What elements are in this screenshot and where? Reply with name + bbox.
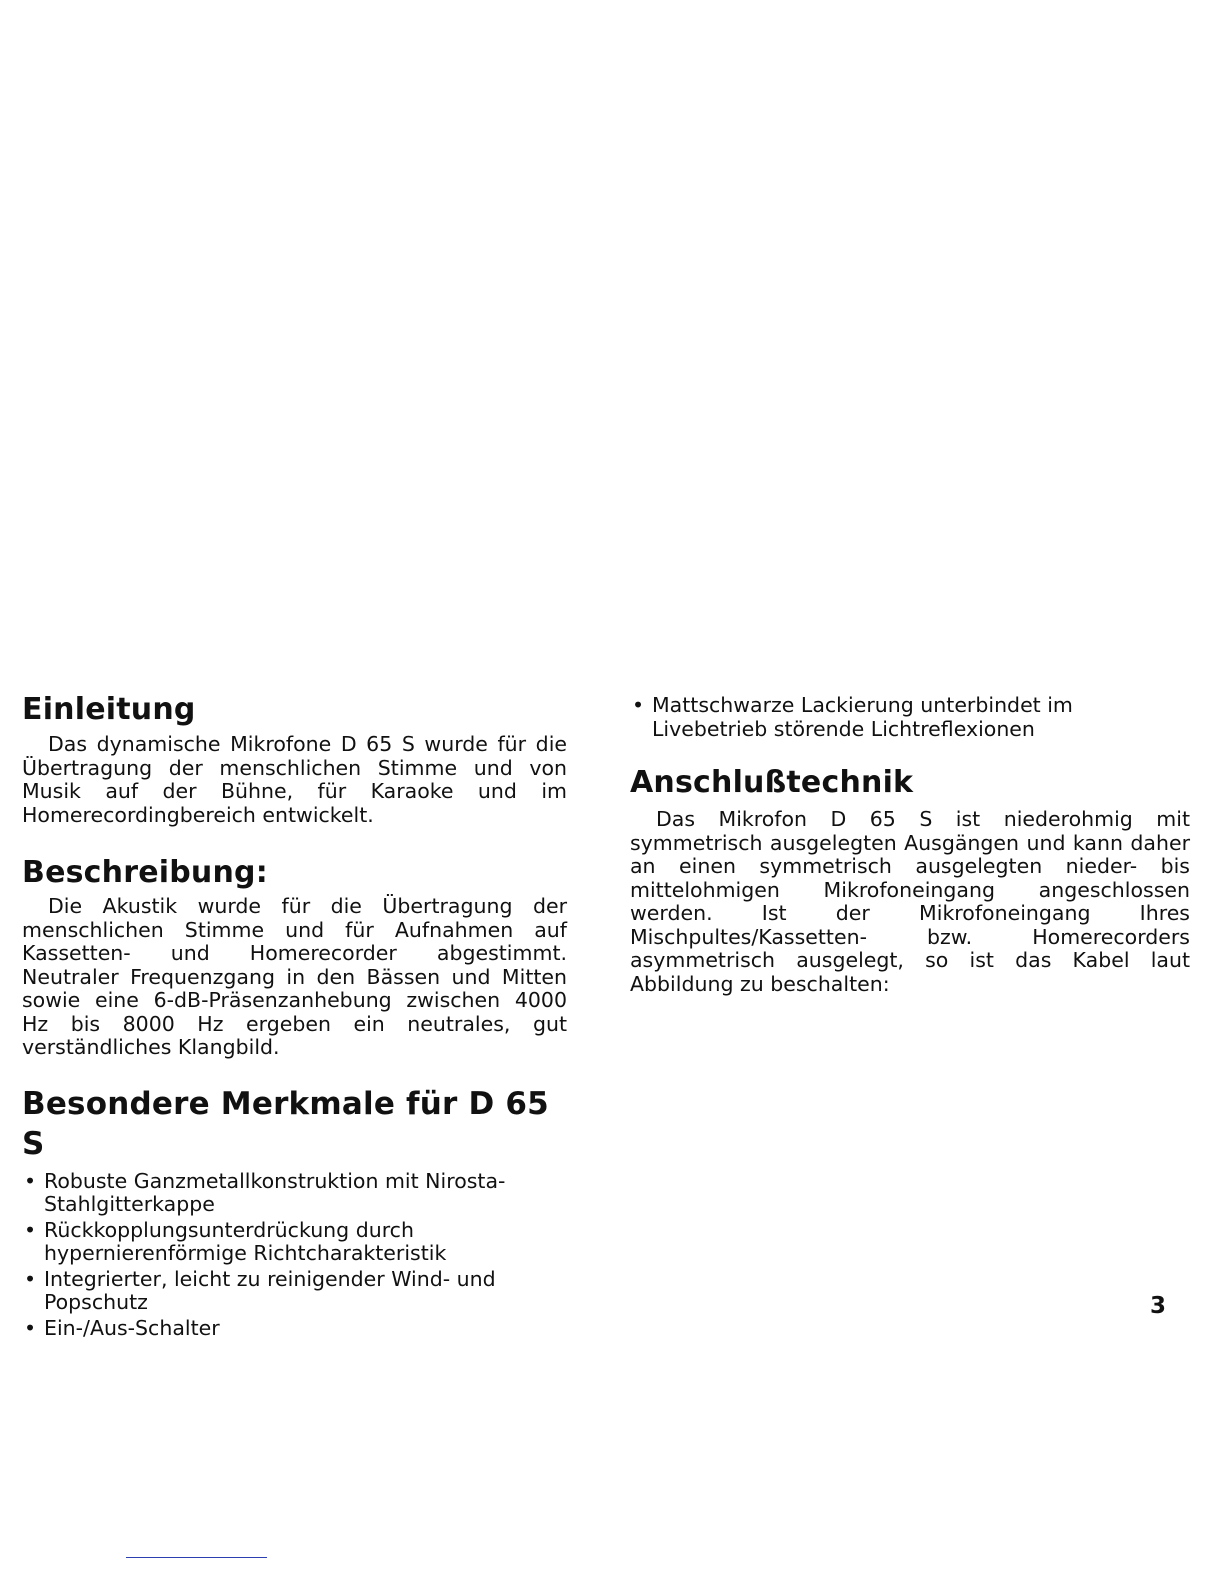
paragraph-einleitung: Das dynamische Mikrofone D 65 S wurde für die Übertragung der menschlichen Stimme und von Musik auf der Bühne, für Karaoke und im Homerecordingbereich entwickelt.	[22, 732, 567, 827]
bullet-icon: •	[24, 1168, 37, 1193]
paragraph-beschreibung: Die Akustik wurde für die Übertragung der menschlichen Stimme und für Aufnahmen auf Kassetten- und Homerecorder abgestimmt. Neutraler Frequenzgang in den Bässen und Mitten sowie eine 6-dB-Präsenzanhebung zwischen 4000 Hz bis 8000 Hz ergeben ein neutrales, gut verständliches Klangbild.	[22, 894, 567, 1059]
paragraph-anschlusstechnik: Das Mikrofon D 65 S ist niederohmig mit symmetrisch ausgelegten Ausgängen und kann daher an einen symmetrisch ausgelegten nieder- bis mittelohmigen Mikrofoneingang angeschlossen werden. Ist der Mikrofoneingang Ihres Mischpultes/Kassetten- bzw. Homerecorders asymmetrisch ausgelegt, so ist das Kabel laut Abbildung zu beschalten:	[630, 807, 1190, 996]
list-item	[22, 1268, 567, 1315]
heading-einleitung: Einleitung	[22, 692, 196, 727]
footnote-rule	[126, 1557, 267, 1558]
feature-list	[22, 1170, 567, 1341]
bullet-icon: •	[24, 1266, 37, 1291]
list-item	[22, 1317, 567, 1341]
list-item-text: Rückkopplungsunterdrückung durch hypernierenförmige Richtcharakteristik	[44, 1217, 447, 1265]
list-item	[22, 1219, 567, 1266]
list-item-text: Robuste Ganzmetallkonstruktion mit Nirosta-Stahlgitterkappe	[44, 1168, 506, 1216]
heading-beschreibung: Beschreibung:	[22, 855, 268, 890]
list-item	[630, 694, 1190, 741]
heading-anschlusstechnik: Anschlußtechnik	[630, 765, 914, 800]
bullet-icon: •	[24, 1217, 37, 1242]
left-column	[22, 690, 567, 1342]
bullet-icon: •	[24, 1315, 37, 1340]
heading-merkmale: Besondere Merkmale für D 65 S	[22, 1085, 549, 1162]
bullet-icon: •	[632, 693, 645, 717]
page-number: 3	[1150, 1293, 1167, 1319]
list-item-text: Mattschwarze Lackierung unterbindet im Livebetrieb störende Lichtreflexionen	[652, 693, 1073, 741]
right-column	[630, 694, 1190, 996]
list-item-text: Ein-/Aus-Schalter	[44, 1315, 220, 1340]
list-item	[22, 1170, 567, 1217]
list-item-text: Integrierter, leicht zu reinigender Wind- und Popschutz	[44, 1266, 496, 1314]
feature-list-continued	[630, 694, 1190, 741]
